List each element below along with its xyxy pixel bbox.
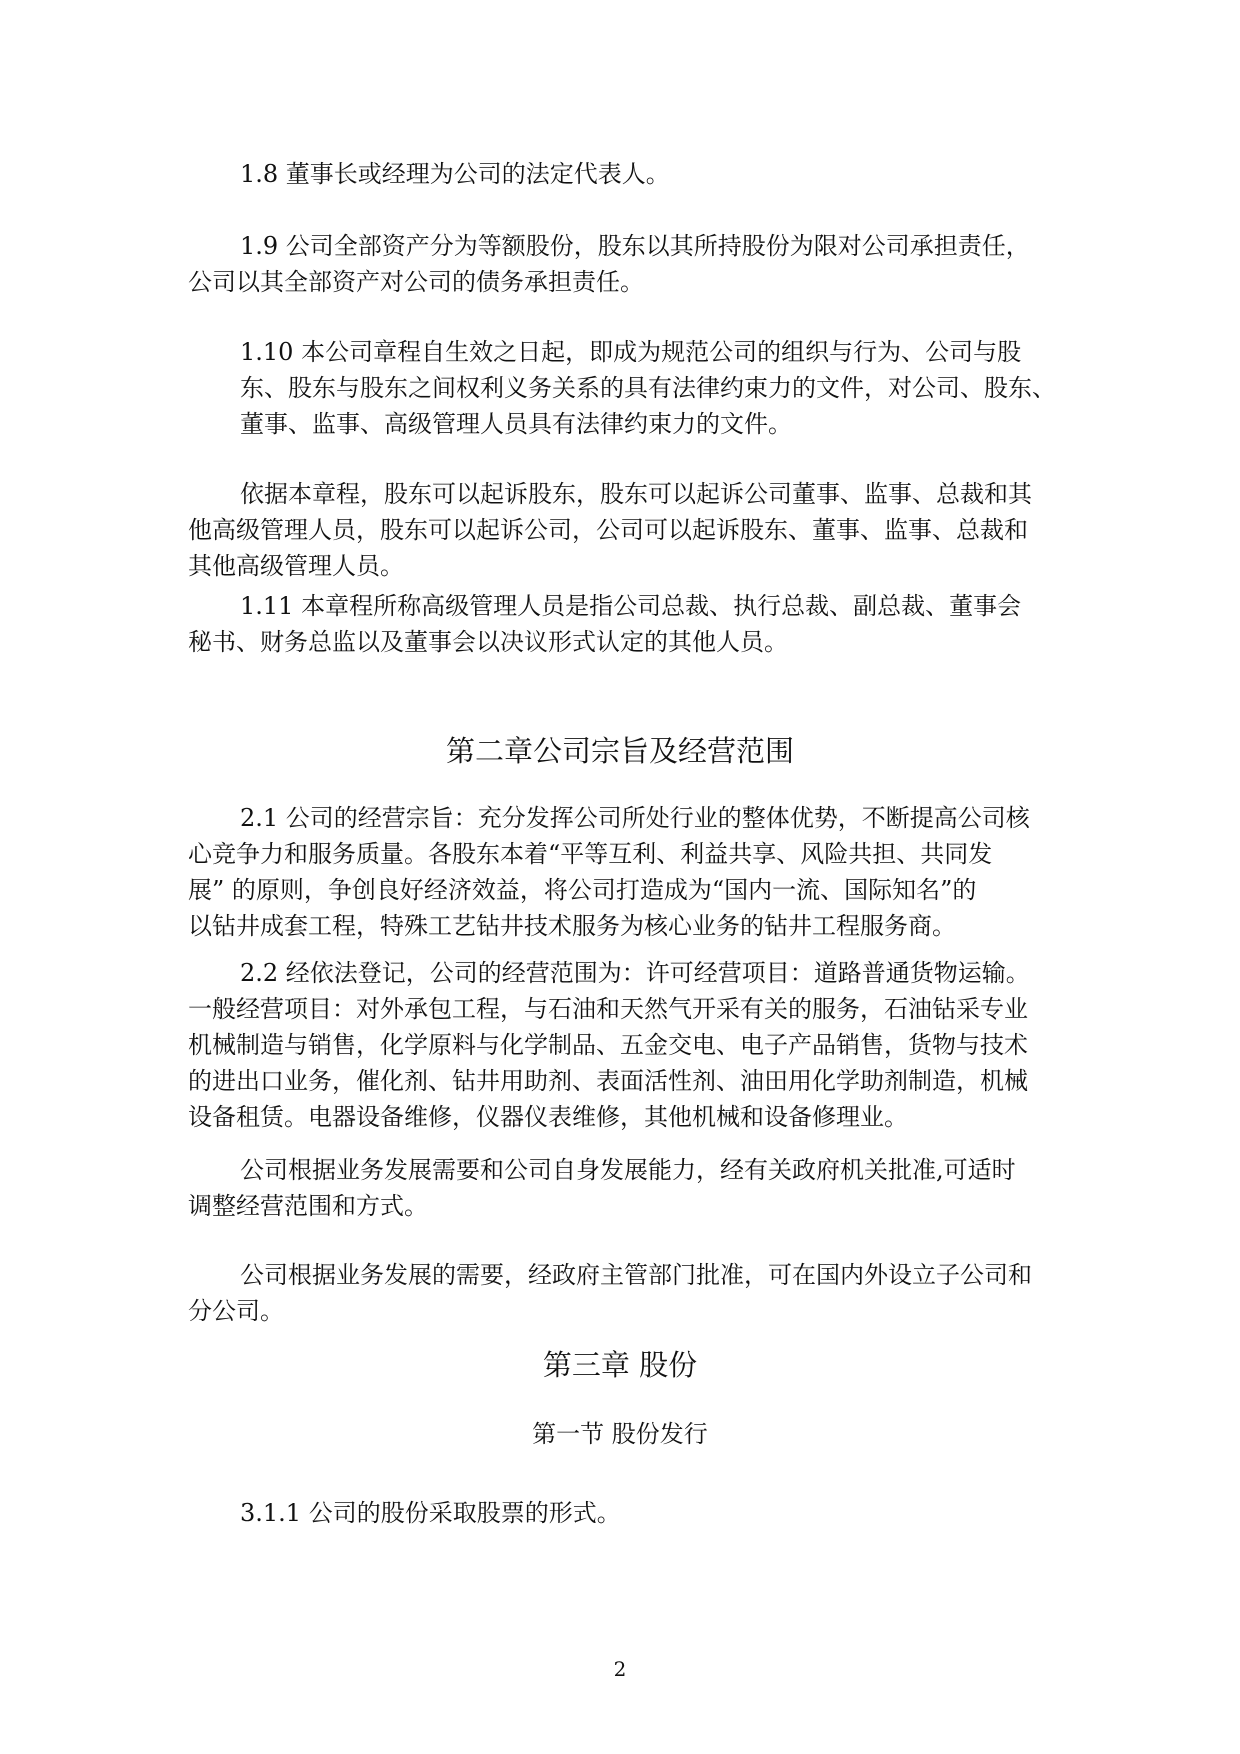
page-number: 2	[613, 1657, 627, 1681]
paragraph-1-10	[188, 334, 1088, 442]
paragraph-3-1-1	[188, 1495, 1088, 1531]
paragraph-1-11	[188, 588, 1088, 660]
text-line: 1.11 本章程所称高级管理人员是指公司总裁、执行总裁、副总裁、董事会	[240, 592, 1022, 620]
text-line: 公司以其全部资产对公司的债务承担责任。	[188, 268, 644, 296]
text-line: 秘书、财务总监以及董事会以决议形式认定的其他人员。	[188, 628, 788, 656]
paragraph-subsidiary	[188, 1257, 1088, 1329]
text-line: 公司根据业务发展的需要，经政府主管部门批准，可在国内外设立子公司和	[240, 1261, 1032, 1289]
text-line: 展” 的原则，争创良好经济效益，将公司打造成为“国内一流、国际知名”的	[188, 876, 977, 904]
text-line: 的进出口业务，催化剂、钻井用助剂、表面活性剂、油田用化学助剂制造，机械	[188, 1067, 1028, 1095]
text-line: 一般经营项目：对外承包工程，与石油和天然气开采有关的服务，石油钻采专业	[188, 995, 1028, 1023]
paragraph-2-1	[188, 800, 1088, 944]
text-line: 分公司。	[188, 1297, 284, 1325]
text-line: 1.9 公司全部资产分为等额股份，股东以其所持股份为限对公司承担责任，	[240, 232, 1030, 260]
text-line: 公司根据业务发展需要和公司自身发展能力，经有关政府机关批准,可适时	[240, 1156, 1016, 1184]
text-line: 1.10 本公司章程自生效之日起，即成为规范公司的组织与行为、公司与股	[240, 338, 1022, 366]
chapter-3-title: 第三章 股份	[542, 1348, 698, 1382]
text-line: 调整经营范围和方式。	[188, 1192, 428, 1220]
paragraph-1-9	[188, 228, 1088, 300]
paragraph-adjust-scope	[188, 1152, 1088, 1224]
text-line: 东、股东与股东之间权利义务关系的具有法律约束力的文件，对公司、股东、	[240, 374, 1056, 402]
paragraph-1-8	[188, 156, 1088, 192]
text-line: 以钻井成套工程，特殊工艺钻井技术服务为核心业务的钻井工程服务商。	[188, 912, 956, 940]
text-line: 2.2 经依法登记，公司的经营范围为：许可经营项目：道路普通货物运输。	[240, 959, 1030, 987]
chapter-2-title: 第二章公司宗旨及经营范围	[445, 734, 794, 768]
text-line: 他高级管理人员，股东可以起诉公司，公司可以起诉股东、董事、监事、总裁和	[188, 516, 1028, 544]
text-line: 其他高级管理人员。	[188, 552, 404, 580]
text-line: 设备租赁。电器设备维修，仪器仪表维修，其他机械和设备修理业。	[188, 1103, 908, 1131]
text-line: 3.1.1 公司的股份采取股票的形式。	[240, 1499, 621, 1527]
section-1-title: 第一节 股份发行	[532, 1420, 708, 1448]
text-line: 1.8 董事长或经理为公司的法定代表人。	[240, 160, 670, 188]
text-line: 2.1 公司的经营宗旨：充分发挥公司所处行业的整体优势，不断提高公司核	[240, 804, 1030, 832]
text-line: 心竞争力和服务质量。各股东本着“平等互利、利益共享、风险共担、共同发	[188, 840, 993, 868]
text-line: 依据本章程，股东可以起诉股东，股东可以起诉公司董事、监事、总裁和其	[240, 480, 1032, 508]
text-line: 机械制造与销售，化学原料与化学制品、五金交电、电子产品销售，货物与技术	[188, 1031, 1028, 1059]
paragraph-basis	[188, 476, 1088, 584]
text-line: 董事、监事、高级管理人员具有法律约束力的文件。	[240, 410, 792, 438]
paragraph-2-2	[188, 955, 1088, 1135]
